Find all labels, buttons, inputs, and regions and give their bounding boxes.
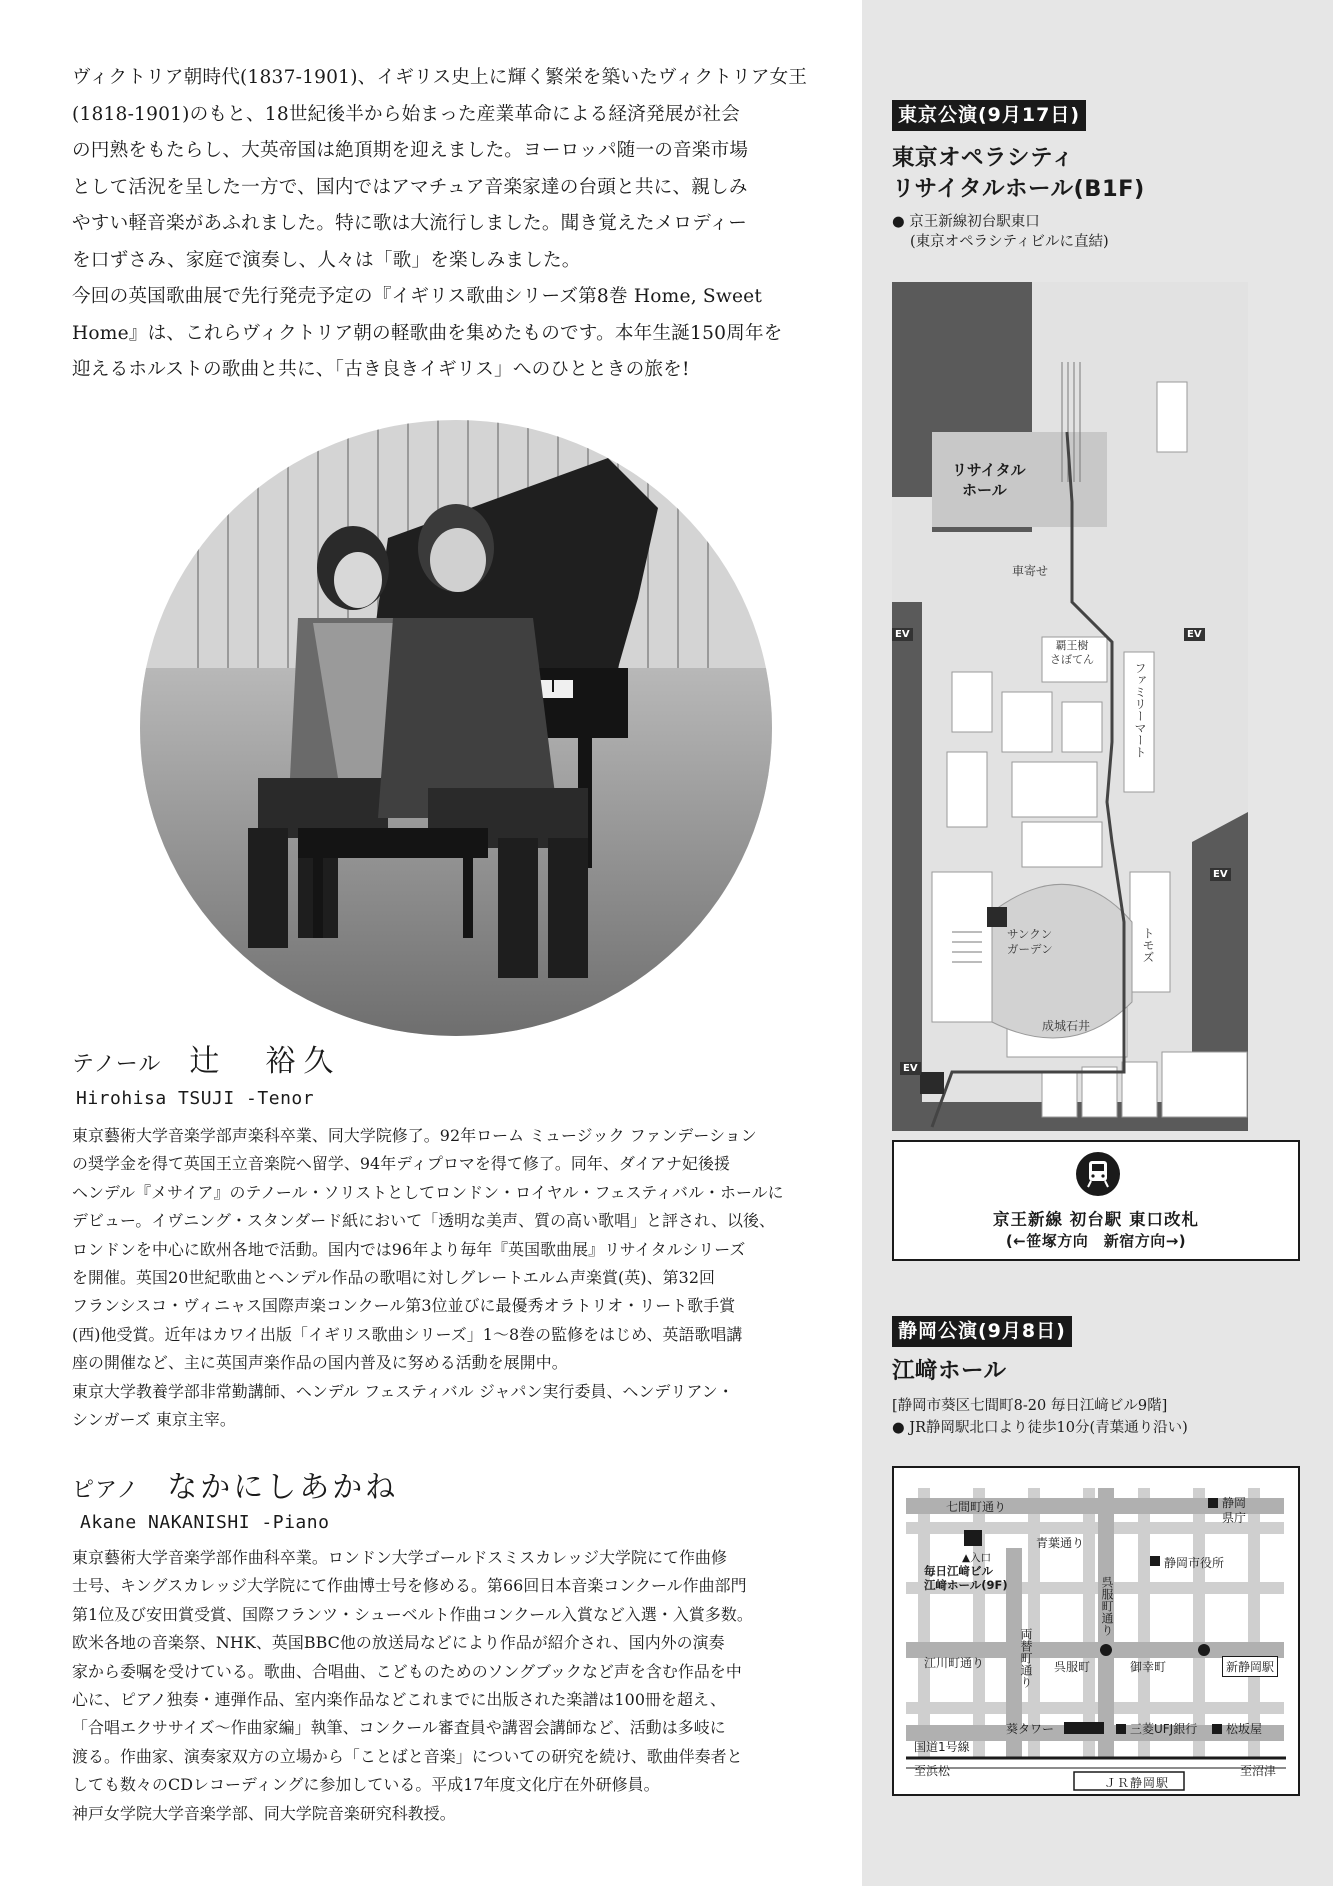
opera-city-floor-map <box>892 282 1248 1131</box>
bio-line: 欧米各地の音楽祭、NHK、英国BBC他の放送局などにより作品が紹介され、国内外の演奏 <box>72 1633 725 1653</box>
bio-line: の奨学金を得て英国王立音楽院へ留学、94年ディプロマを得て修了。同年、ダイアナ妃後援 <box>72 1154 730 1174</box>
map-tomos-label: トモズ <box>1141 927 1155 963</box>
map-familymart-label: ファミリーマート <box>1133 662 1147 758</box>
bio-line: 家から委嘱を受けている。歌曲、合唱曲、こどものためのソングブックなど声を含む作品を中 <box>72 1661 742 1681</box>
aoi-tower-label: 葵タワー <box>1006 1722 1055 1736</box>
map-hall-label <box>952 460 1026 500</box>
matsuzakaya-label: 松坂屋 <box>1226 1722 1263 1736</box>
bio-line: 心に、ピアノ独奏・連弾作品、室内楽作品などこれまでに出版された楽譜は100冊を超え、 <box>72 1690 726 1710</box>
piano-roman-name: Akane NAKANISHI -Piano <box>80 1512 330 1533</box>
intro-line: Home』は、これらヴィクトリア朝の軽歌曲を集めたものです。本年生誕150周年を <box>72 322 783 344</box>
street-aoba-label: 青葉通り <box>1036 1536 1085 1550</box>
map-sunken-label <box>1007 927 1053 957</box>
street-gofuku-label: 呉服町通り <box>1100 1576 1114 1636</box>
gokomachi-label: 御幸町 <box>1130 1660 1167 1674</box>
intro-line: 今回の英国歌曲展で先行発売予定の『イギリス歌曲シリーズ第8巻 Home, Sweet <box>72 286 763 307</box>
bio-line: 渡る。作曲家、演奏家双方の立場から「ことばと音楽」についての研究を続け、歌曲伴奏者と <box>72 1746 743 1766</box>
bio-line: 東京藝術大学音楽学部作曲科卒業。ロンドン大学ゴールドスミスカレッジ大学院にて作曲修 <box>72 1548 727 1567</box>
map-cafe-label-line: さぼてん <box>1050 653 1094 666</box>
route1-label: 国道1号線 <box>914 1740 970 1754</box>
train-icon <box>1076 1152 1120 1196</box>
intro-line: ヴィクトリア朝時代(1837-1901)、イギリス史上に輝く繁栄を築いたヴィクトリア女王 <box>72 67 808 88</box>
map-hall-label-line: リサイタル <box>952 461 1026 479</box>
shizuoka-venue-name: 江﨑ホール <box>892 1358 1007 1384</box>
bio-line: 「合唱エクササイズ〜作曲家編」執筆、コンクール審査員や講習会講師など、活動は多岐に <box>72 1718 726 1738</box>
intro-text <box>72 60 812 389</box>
ev-icon: EV <box>1184 628 1205 641</box>
tenor-name: 辻 裕久 <box>189 1044 342 1079</box>
tokyo-venue-name: 東京オペラシティ <box>892 145 1075 171</box>
bio-line: デビュー。イヴニング・スタンダード紙において「透明な美声、質の高い歌唱」と評され、以後、 <box>72 1211 775 1231</box>
piano-role: ピアノ <box>72 1478 140 1503</box>
to-numazu-label: 至沼津 <box>1240 1764 1277 1778</box>
bio-line: 士号、キングスカレッジ大学院にて作曲博士号を修める。第66回日本音楽コンクール作曲部門 <box>72 1576 747 1596</box>
map-seijo-label: 成城石井 <box>1042 1019 1091 1033</box>
tokyo-date-tag: 東京公演(9月17日) <box>892 100 1086 131</box>
mufg-bank-label: 三菱UFJ銀行 <box>1130 1722 1198 1736</box>
bio-line: 座の開催など、主に英国声楽作品の国内普及に努める活動を展開中。 <box>72 1353 568 1373</box>
station-name: 京王新線 初台駅 東口改札 <box>993 1210 1199 1229</box>
gofukucho-label: 呉服町 <box>1054 1660 1091 1674</box>
map-cafe-label-line: 覇王樹 <box>1055 639 1089 652</box>
map-hall-label-line: ホール <box>962 481 1007 499</box>
city-hall-label: 静岡市役所 <box>1164 1556 1225 1570</box>
street-ryogae-label: 両替町通り <box>1019 1628 1033 1688</box>
intro-line: を口ずさみ、家庭で演奏し、人々は「歌」を楽しみました。 <box>72 249 581 271</box>
ev-icon: EV <box>892 628 913 641</box>
bio-line: しても数々のCDレコーディングに参加している。平成17年度文化庁在外研修員。 <box>72 1775 660 1795</box>
bio-line: フランシスコ・ヴィニャス国際声楽コンクール第3位並びに最優秀オラトリオ・リート歌手賞 <box>72 1296 736 1316</box>
map-sunken-label-line: ガーデン <box>1007 942 1053 956</box>
intro-line: として活況を呈した一方で、国内ではアマチュア音楽家達の台頭と共に、親しみ <box>72 176 748 198</box>
pref-office-label-line: 県庁 <box>1222 1511 1247 1525</box>
venue-building-label-line: 江﨑ホール(9F) <box>924 1578 1008 1592</box>
bio-line: を開催。英国20世紀歌曲とヘンデル作品の歌唱に対しグレートエルム声楽賞(英)、第32回 <box>72 1268 716 1288</box>
shizuoka-address: [静岡市葵区七間町8-20 毎日江﨑ビル9階] <box>892 1398 1168 1414</box>
bio-line: (西)他受賞。近年はカワイ出版「イギリス歌曲シリーズ」1〜8巻の監修をはじめ、英語歌唱講 <box>72 1324 743 1344</box>
tenor-heading <box>72 1036 341 1080</box>
performers-photo <box>138 418 774 1038</box>
intro-line: の円熟をもたらし、大英帝国は絶頂期を迎えました。ヨーロッパ随一の音楽市場 <box>72 140 749 161</box>
bio-line: 東京大学教養学部非常勤講師、ヘンデル フェスティバル ジャパン実行委員、ヘンデリアン・ <box>72 1381 734 1401</box>
shizuoka-date-tag: 静岡公演(9月8日) <box>892 1316 1072 1347</box>
bio-line: シンガーズ 東京主宰。 <box>72 1410 236 1430</box>
to-hamamatsu-label: 至浜松 <box>914 1764 951 1778</box>
map-kurumayose-label: 車寄せ <box>1012 564 1049 578</box>
bio-line: ヘンデル『メサイア』のテノール・ソリストとしてロンドン・ロイヤル・フェスティバル・ホールに <box>72 1182 784 1202</box>
ev-icon: EV <box>900 1062 921 1075</box>
entrance-label: ▲入口 <box>962 1552 992 1564</box>
venue-building-label-line: 毎日江﨑ビル <box>924 1564 993 1578</box>
intro-line: 迎えるホルストの歌曲と共に、「古き良きイギリス」へのひとときの旅を! <box>72 359 690 380</box>
map-cafe-label <box>1050 639 1094 667</box>
shin-shizuoka-station-label: 新静岡駅 <box>1222 1656 1278 1677</box>
bio-line: 第1位及び安田賞受賞、国際フランツ・シューベルト作曲コンクール入賞など入選・入賞多数。 <box>72 1604 753 1624</box>
station-direction: (←笹塚方向 新宿方向→) <box>1005 1232 1187 1250</box>
jr-shizuoka-station-label: ＪＲ静岡駅 <box>1104 1776 1170 1790</box>
piano-bio <box>72 1544 812 1828</box>
tokyo-access: ● 京王新線初台駅東口 <box>892 214 1040 230</box>
venue-sidebar <box>862 0 1333 1886</box>
ev-icon: EV <box>1210 868 1231 881</box>
bio-line: ロンドンを中心に欧州各地で活動。国内では96年より毎年『英国歌曲展』リサイタルシリーズ <box>72 1239 746 1259</box>
shizuoka-access: ● JR静岡駅北口より徒歩10分(青葉通り沿い) <box>892 1420 1188 1436</box>
shizuoka-street-map <box>892 1466 1300 1796</box>
tenor-bio <box>72 1122 812 1434</box>
piano-name: なかにしあかね <box>167 1470 399 1505</box>
intro-line: やすい軽音楽があふれました。特に歌は大流行しました。聞き覚えたメロディー <box>72 213 748 234</box>
tokyo-venue-name: リサイタルホール(B1F) <box>892 176 1145 202</box>
street-shichiken-label: 七間町通り <box>946 1500 1007 1514</box>
tenor-roman-name: Hirohisa TSUJI -Tenor <box>76 1088 315 1109</box>
bio-line: 神戸女学院大学音楽学部、同大学院音楽研究科教授。 <box>72 1803 456 1823</box>
map-sunken-label-line: サンクン <box>1007 927 1053 941</box>
bio-line: 東京藝術大学音楽学部声楽科卒業、同大学院修了。92年ローム ミュージック ファンデーション <box>72 1126 757 1145</box>
street-egawa-label: 江川町通り <box>924 1656 985 1670</box>
pref-office-label <box>1222 1496 1246 1526</box>
pref-office-label-line: 静岡 <box>1222 1496 1247 1510</box>
piano-heading <box>72 1462 398 1506</box>
intro-line: (1818-1901)のもと、18世紀後半から始まった産業革命による経済発展が社会 <box>72 103 740 125</box>
tenor-role: テノール <box>72 1052 162 1077</box>
venue-building-label <box>924 1564 1008 1592</box>
intro-section <box>72 60 812 389</box>
tokyo-access-note: (東京オペラシティビルに直結) <box>910 234 1109 250</box>
hatsudai-station-box <box>892 1140 1300 1261</box>
